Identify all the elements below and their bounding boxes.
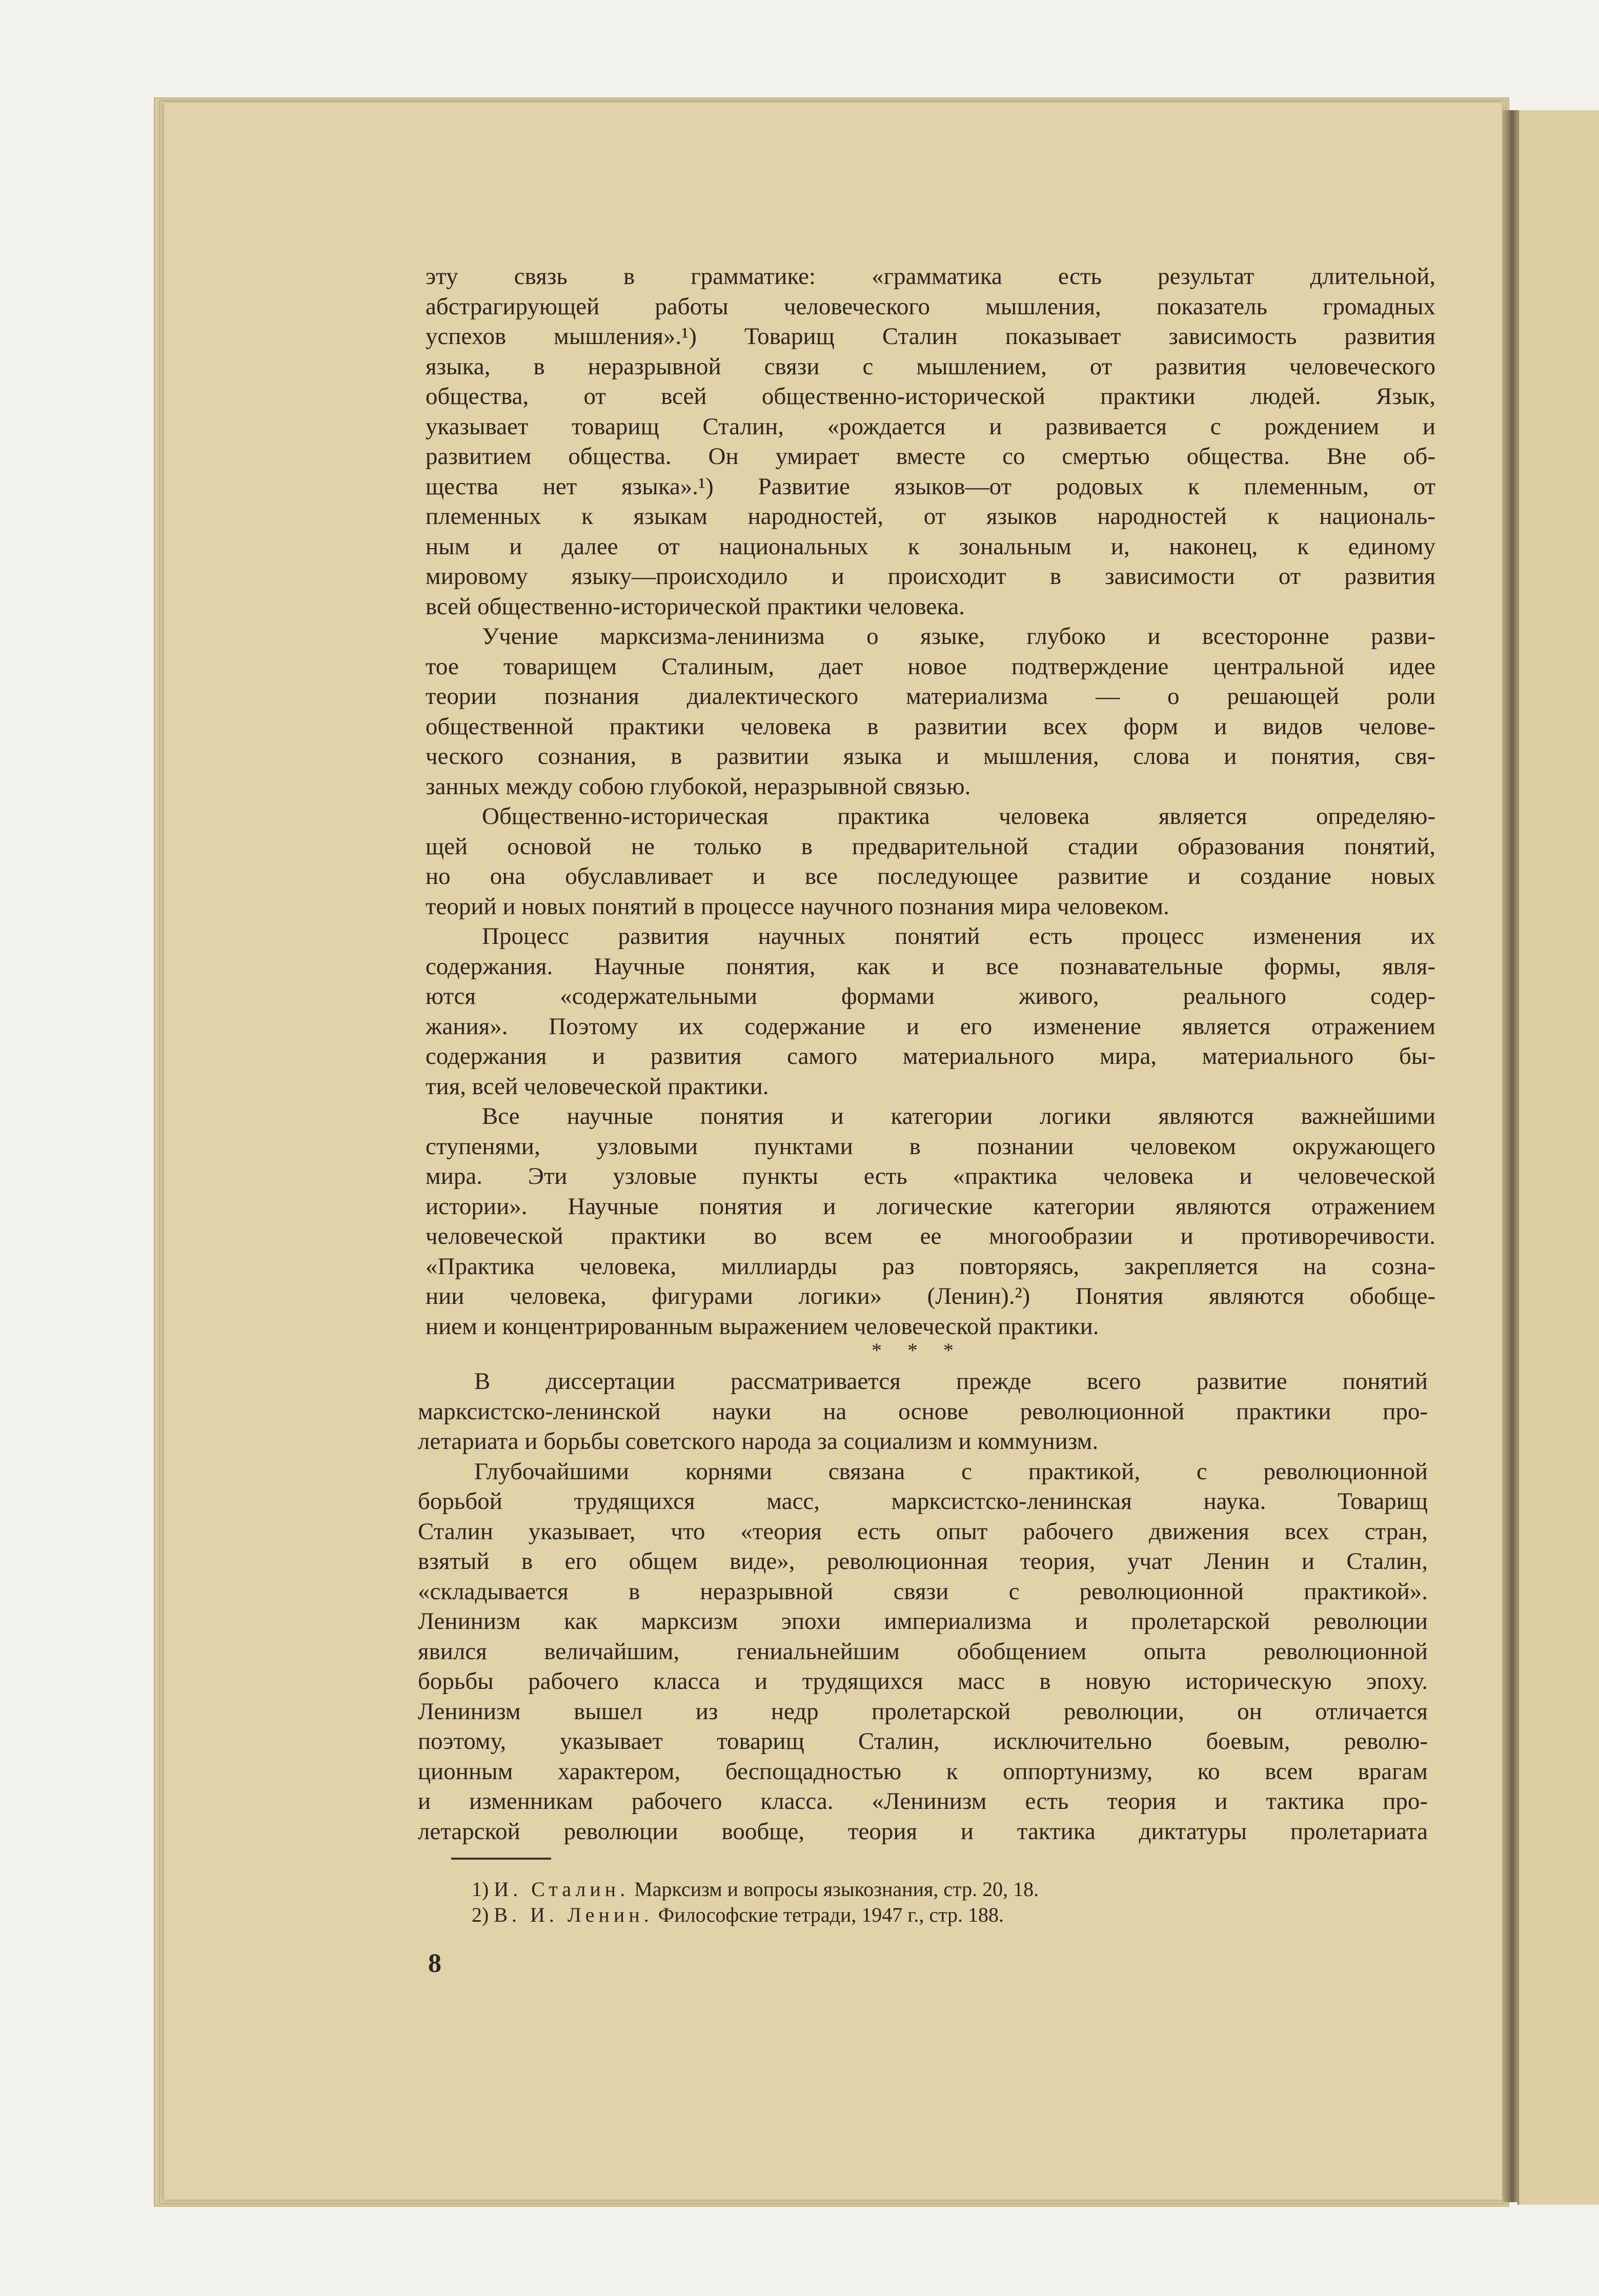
text-line: ционным характером, беспощадностью к оппортунизму, ко всем врагам [418, 1758, 1428, 1785]
footnote-author: В. И. Ленин. [494, 1903, 653, 1926]
body-text-block-1 [426, 261, 1435, 1341]
text-line: человеческой практики во всем ее многообразии и противоречивости. [426, 1223, 1435, 1250]
text-line: теории познания диалектического материализма — о решающей роли [426, 683, 1435, 710]
text-line: «Практика человека, миллиарды раз повторяясь, закрепляется на созна- [426, 1253, 1435, 1280]
text-line: В диссертации рассматривается прежде всего развитие понятий [474, 1368, 1428, 1395]
text-line: теорий и новых понятий в процессе научного познания мира человеком. [426, 893, 1169, 920]
text-line: Ленинизм как марксизм эпохи империализма и пролетарской революции [418, 1608, 1428, 1635]
text-line: общественной практики человека в развитии всех форм и видов челове- [426, 713, 1435, 740]
text-line: ются «содержательными формами живого, реального содер- [426, 983, 1435, 1010]
text-line: ступенями, узловыми пунктами в познании человеком окружающего [426, 1133, 1435, 1160]
facing-page-edge [1517, 110, 1599, 2205]
text-line: взятый в его общем виде», революционная теория, учат Ленин и Сталин, [418, 1548, 1428, 1575]
footnote-author: И. Сталин. [494, 1878, 630, 1901]
text-line: развитием общества. Он умирает вместе со смертью общества. Вне об- [426, 443, 1435, 470]
text-line: абстрагирующей работы человеческого мышления, показатель громадных [426, 293, 1435, 320]
text-line: нием и концентрированным выражением человеческой практики. [426, 1313, 1099, 1340]
text-line: успехов мышления».¹) Товарищ Сталин показывает зависимость развития [426, 323, 1435, 350]
text-line: Глубочайшими корнями связана с практикой, с революционной [474, 1458, 1428, 1485]
text-line: содержания. Научные понятия, как и все познавательные формы, явля- [426, 953, 1435, 980]
text-line: борьбой трудящихся масс, марксистско-ленинская наука. Товарищ [418, 1488, 1428, 1515]
text-line: ным и далее от национальных к зональным и, наконец, к единому [426, 533, 1435, 560]
footnote-marker: 1) [472, 1878, 489, 1901]
text-line: Процесс развития научных понятий есть процесс изменения их [482, 923, 1435, 950]
text-line: поэтому, указывает товарищ Сталин, исключительно боевым, револю- [418, 1728, 1428, 1755]
text-line: мировому языку—происходило и происходит в зависимости от развития [426, 563, 1435, 590]
text-line: ческого сознания, в развитии языка и мышления, слова и понятия, свя- [426, 743, 1435, 770]
text-line: Ленинизм вышел из недр пролетарской революции, он отличается [418, 1698, 1428, 1725]
text-line: всей общественно-исторической практики человека. [426, 593, 965, 620]
footnote-marker: 2) [472, 1903, 489, 1926]
text-line: эту связь в грамматике: «грамматика есть результат длительной, [426, 263, 1435, 290]
footnote-text: Марксизм и вопросы языкознания, стр. 20, 18. [634, 1878, 1039, 1901]
text-line: Учение марксизма-ленинизма о языке, глубоко и всесторонне разви- [482, 623, 1435, 650]
book-gutter [1502, 110, 1519, 2202]
text-line: тое товарищем Сталиным, дает новое подтверждение центральной идее [426, 653, 1435, 680]
page-number: 8 [428, 1949, 441, 1978]
footnote [472, 1877, 1039, 1902]
text-line: летариата и борьбы советского народа за социализм и коммунизм. [418, 1428, 1099, 1455]
text-line: занных между собою глубокой, неразрывной связью. [426, 773, 971, 800]
text-line: нии человека, фигурами логики» (Ленин).²) Понятия являются обобще- [426, 1283, 1435, 1310]
text-line: племенных к языкам народностей, от языков народностей к националь- [426, 503, 1435, 530]
text-line: мира. Эти узловые пункты есть «практика человека и человеческой [426, 1163, 1435, 1190]
text-line: летарской революции вообще, теория и тактика диктатуры пролетариата [418, 1818, 1428, 1845]
text-line: языка, в неразрывной связи с мышлением, от развития человеческого [426, 353, 1435, 380]
footnote [472, 1902, 1039, 1928]
text-line: но она обуславливает и все последующее развитие и создание новых [426, 863, 1435, 890]
text-line: щей основой не только в предварительной стадии образования понятий, [426, 833, 1435, 860]
text-line: явился величайшим, гениальнейшим обобщением опыта революционной [418, 1638, 1428, 1665]
text-line: «складывается в неразрывной связи с революционной практикой». [418, 1578, 1428, 1605]
text-line: указывает товарищ Сталин, «рождается и развивается с рождением и [426, 413, 1435, 440]
text-line: истории». Научные понятия и логические категории являются отражением [426, 1193, 1435, 1220]
text-line: содержания и развития самого материального мира, материального бы- [426, 1043, 1435, 1070]
text-line: Все научные понятия и категории логики являются важнейшими [482, 1103, 1435, 1130]
text-line: Общественно-историческая практика человека является определяю- [482, 803, 1435, 830]
footnotes [472, 1877, 1039, 1928]
text-line: тия, всей человеческой практики. [426, 1073, 769, 1100]
body-text-block-2 [418, 1366, 1428, 1846]
text-line: борьбы рабочего класса и трудящихся масс в новую историческую эпоху. [418, 1668, 1428, 1695]
text-line: и изменникам рабочего класса. «Ленинизм есть теория и тактика про- [418, 1788, 1428, 1815]
text-line: щества нет языка».¹) Развитие языков—от родовых к племенным, от [426, 473, 1435, 500]
text-line: общества, от всей общественно-исторической практики людей. Язык, [426, 383, 1435, 410]
text-line: жания». Поэтому их содержание и его изменение является отражением [426, 1013, 1435, 1040]
text-line: Сталин указывает, что «теория есть опыт рабочего движения всех стран, [418, 1518, 1428, 1545]
footnote-rule [451, 1858, 551, 1860]
text-line: марксистско-ленинской науки на основе революционной практики про- [418, 1398, 1428, 1425]
section-separator: * * * [872, 1339, 964, 1362]
footnote-text: Философские тетради, 1947 г., стр. 188. [658, 1903, 1004, 1926]
